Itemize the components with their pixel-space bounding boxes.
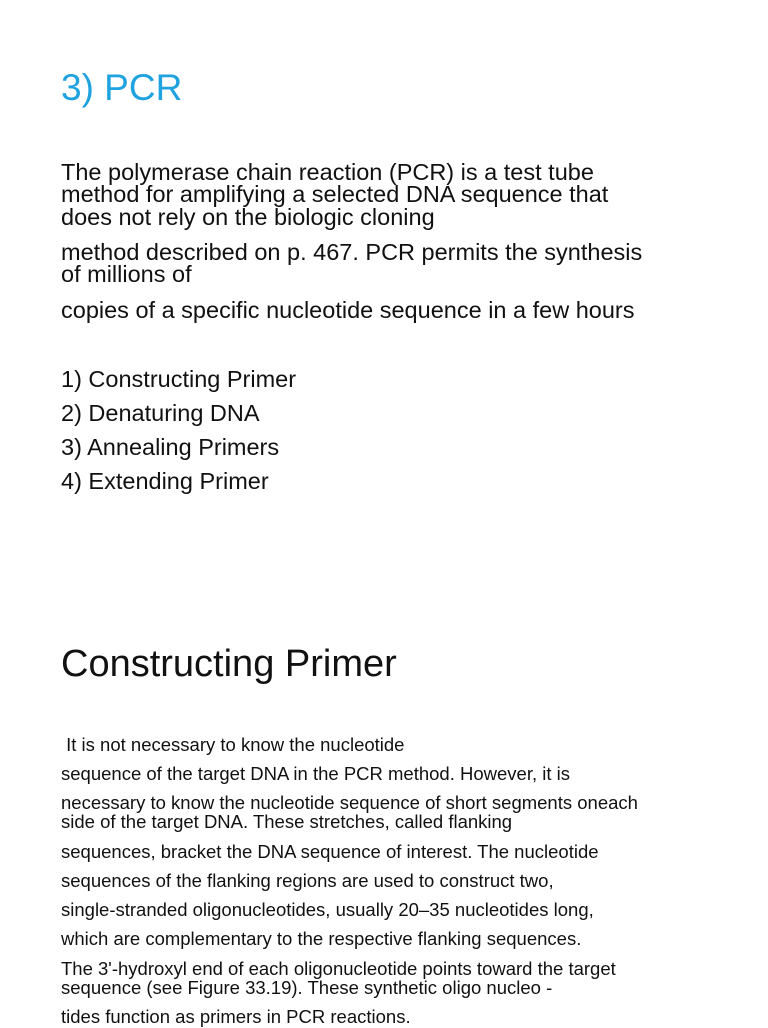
body-line-9-10 (61, 960, 616, 997)
body-line-7: single-stranded oligonucleotides, usually 20–35 nucleotides long, (61, 899, 594, 920)
pcr-intro-paragraph-2 (61, 241, 642, 286)
body-line-6: sequences of the flanking regions are used to construct two, (61, 870, 554, 891)
text-line: does not rely on the biologic cloning (61, 203, 435, 230)
constructing-primer-title: Constructing Primer (61, 643, 397, 685)
body-line-5: sequences, bracket the DNA sequence of interest. The nucleotide (61, 841, 599, 862)
text-line: method described on p. 467. PCR permits the synthesis (61, 239, 643, 265)
pcr-steps-list (61, 362, 296, 498)
text-line: copies of a specific nucleotide sequence in a few hours (61, 297, 635, 323)
text-line: of millions of (61, 261, 192, 288)
text-line: The 3'-hydroxyl end of each oligonucleotide points toward the target (61, 958, 616, 979)
list-item: 2) Denaturing DNA (61, 400, 260, 426)
pcr-section-title: 3) PCR (61, 67, 183, 108)
text-line: method for amplifying a selected DNA sequence that (61, 181, 609, 208)
pcr-intro-paragraph-3 (61, 296, 635, 324)
pcr-intro-paragraph-1 (61, 161, 608, 228)
text-line: side of the target DNA. These stretches, called flanking (61, 810, 513, 832)
body-line-2: sequence of the target DNA in the PCR method. However, it is (61, 763, 571, 784)
body-line-8: which are complementary to the respective flanking sequences. (61, 928, 582, 949)
body-line-3-4 (61, 794, 638, 831)
list-item: 1) Constructing Primer (61, 366, 297, 392)
text-line: The polymerase chain reaction (PCR) is a test tube (61, 159, 594, 185)
body-line-11: tides function as primers in PCR reactions. (61, 1006, 411, 1027)
list-item: 3) Annealing Primers (61, 434, 280, 460)
list-item: 4) Extending Primer (61, 468, 269, 494)
body-line-1: It is not necessary to know the nucleotide (61, 734, 405, 755)
text-line: sequence (see Figure 33.19). These synthetic oligo nucleo - (61, 976, 553, 998)
text-line: necessary to know the nucleotide sequence of short segments oneach (61, 792, 638, 813)
